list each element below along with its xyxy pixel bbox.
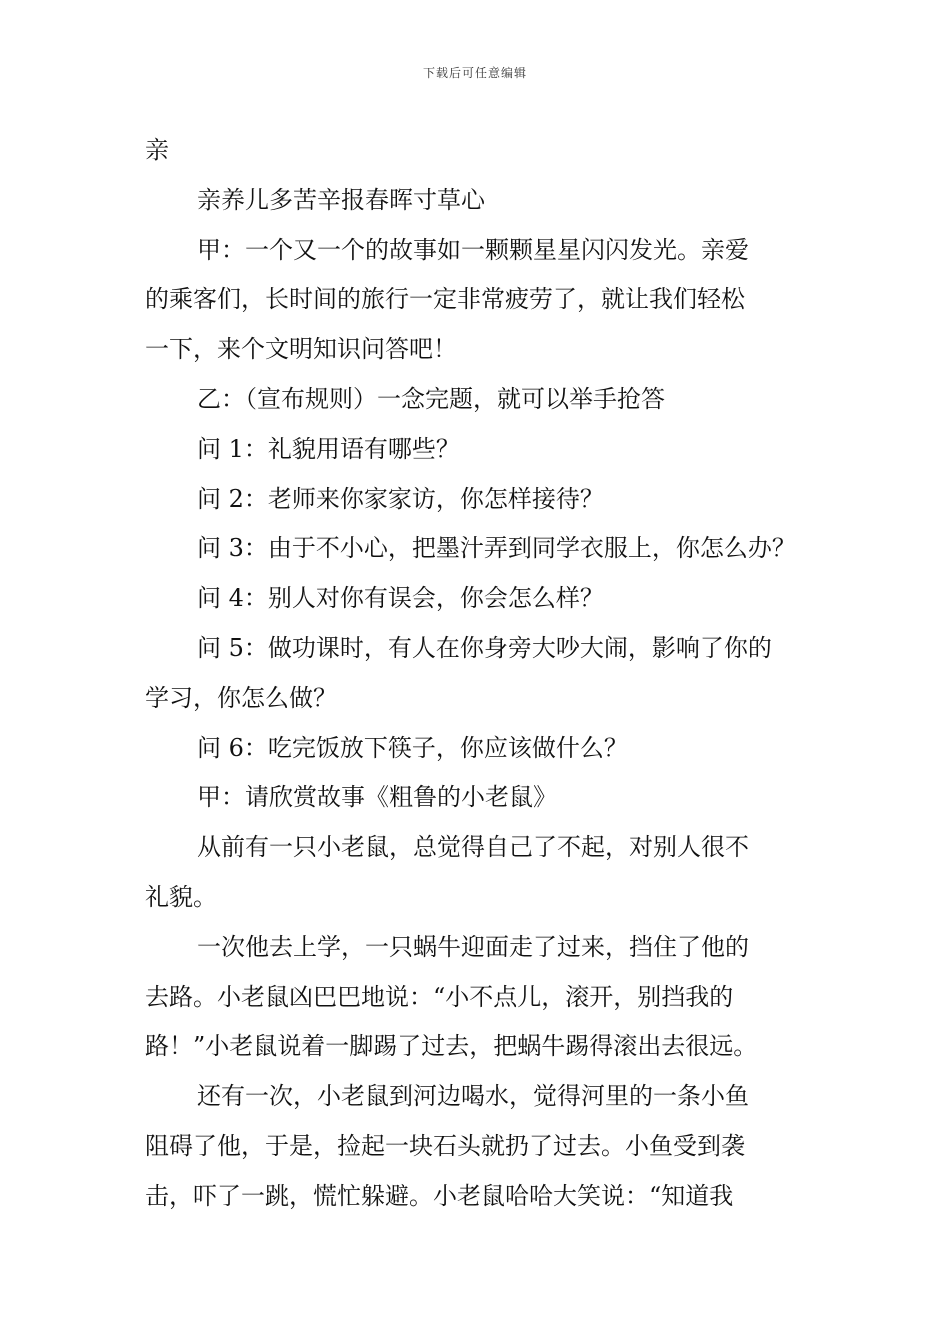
text-line: 学习，你怎么做？ (145, 683, 337, 712)
text-line: 阻碍了他，于是，捡起一块石头就扔了过去。小鱼受到袭 (145, 1131, 745, 1160)
text-line: 一下，来个文明知识问答吧！ (145, 335, 457, 364)
text-line: 亲养儿多苦辛报春晖寸草心 (197, 185, 485, 214)
text-line: 去路。小老鼠凶巴巴地说：“小不点儿，滚开，别挡我的 (145, 982, 734, 1011)
text-line: 问 3：由于不小心，把墨汁弄到同学衣服上，你怎么办？ (197, 534, 796, 563)
text-line: 问 6：吃完饭放下筷子，你应该做什么？ (197, 733, 628, 762)
text-line: 从前有一只小老鼠，总觉得自己了不起，对别人很不 (197, 833, 749, 862)
text-line: 礼貌。 (145, 882, 217, 911)
text-line: 还有一次，小老鼠到河边喝水，觉得河里的一条小鱼 (197, 1082, 749, 1111)
text-line: 的乘客们，长时间的旅行一定非常疲劳了，就让我们轻松 (145, 285, 745, 314)
text-line: 击，吓了一跳，慌忙躲避。小老鼠哈哈大笑说：“知道我 (145, 1181, 734, 1210)
text-line: 问 1：礼貌用语有哪些？ (197, 434, 460, 463)
text-line: 路！”小老鼠说着一脚踢了过去，把蜗牛踢得滚出去很远。 (145, 1032, 758, 1061)
text-line: 问 4：别人对你有误会，你会怎么样？ (197, 584, 604, 613)
text-line: 甲：一个又一个的故事如一颗颗星星闪闪发光。亲爱 (197, 235, 749, 264)
document-body (145, 126, 807, 1222)
text-line: 乙：（宣布规则）一念完题，就可以举手抢答 (197, 384, 665, 413)
text-line: 问 2：老师来你家家访，你怎样接待？ (197, 484, 604, 513)
text-line: 甲：请欣赏故事《粗鲁的小老鼠》 (197, 783, 557, 812)
text-line: 一次他去上学，一只蜗牛迎面走了过来，挡住了他的 (197, 932, 749, 961)
text-line: 问 5：做功课时，有人在你身旁大吵大闹，影响了你的 (197, 633, 772, 662)
page-header-note: 下载后可任意编辑 (422, 66, 527, 80)
text-line: 亲 (145, 136, 169, 164)
